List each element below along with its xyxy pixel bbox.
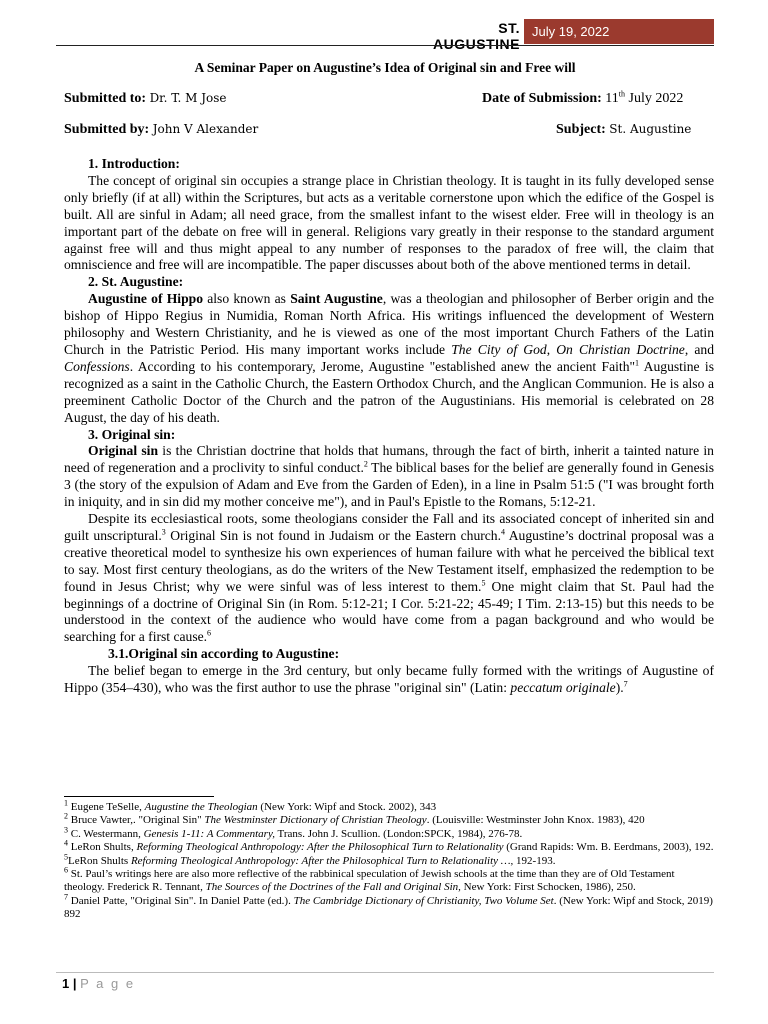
footer-rule — [56, 972, 714, 973]
paragraph-original-sin — [64, 443, 714, 511]
page-separator: | — [69, 976, 81, 991]
heading-st-augustine: 2. St. Augustine: — [88, 274, 184, 290]
footnote-ref: 4 — [501, 527, 505, 537]
text: , — [546, 341, 557, 357]
bold-original-sin: Original sin — [88, 443, 159, 459]
subject-value: St. Augustine — [609, 122, 692, 136]
footnote-number: 7 — [64, 892, 68, 902]
text: also known as — [203, 291, 291, 307]
footnote — [64, 811, 714, 827]
footnote-rule — [64, 796, 214, 797]
footnote-text: Trans. John J. Scullion. (London:SPCK, 1984), 276-78. — [274, 827, 523, 840]
footnote-text: C. Westermann, — [68, 827, 144, 840]
date-sup: th — [618, 89, 626, 99]
date-of-submission — [482, 91, 683, 107]
date-day: 11 — [605, 91, 619, 106]
paragraph-st-augustine — [64, 291, 714, 426]
footnote-title: The Sources of the Doctrines of the Fall and Original Sin, — [205, 881, 461, 894]
footnote — [64, 798, 714, 814]
subject-label: Subject: — [556, 122, 606, 137]
paper-title: A Seminar Paper on Augustine’s Idea of Original sin and Free will — [194, 60, 576, 75]
footnote-text: Daniel Patte, "Original Sin". In Daniel Patte (ed.). — [68, 894, 294, 907]
text: The biblical bases for the belief are generally found in Genesis 3 (the story of the expulsion of Adam and Eve from the Garden of Eden), in a line in Psalm 51:5 ("I was brought forth in iniquity, and in sin did my mother conceive me"), and in Paul's Epistle to the Romans, 5:12-21. — [64, 460, 714, 510]
footnote-ref: 7 — [623, 679, 628, 689]
header-rule — [56, 45, 714, 46]
italic-city-of-god: The City of God — [451, 341, 547, 357]
paragraph-introduction: The concept of original sin occupies a strange place in Christian theology. It is taught in its fully developed sense only briefly (if at all) within the Scriptures, but acts as a veritable cornerstone upon which the edifice of the Gospel is built. All are sinful in Adam; all need grace, from the smallest infant to the wisest elder. Free will in theology is an important part of the debate on free will in general. Religions vary greatly in their response to the standard argument against free will and thus might appeal to any number of responses to the paradox of free will, the claim that omniscience and free will are incompatible. The paper discusses about both of the above mentioned terms in detail. — [64, 172, 714, 273]
footnote — [64, 838, 714, 854]
heading-introduction: 1. Introduction: — [88, 156, 180, 171]
text: Augustine’s doctrinal proposal was a creative theoretical model to synthesize his own experiences of human failure with what he perceived the biblical text to say. Most first century theologians, as do the writers of the New Testament itself, emphasized the redemption to be found in Jesus Christ; why we were sinful was of less interest to them. — [64, 527, 714, 594]
footnote-number: 6 — [64, 865, 68, 875]
bold-saint-augustine: Saint Augustine — [290, 291, 383, 307]
submitted-to-label: Submitted to: — [64, 91, 147, 106]
footnote-title: Genesis 1-11: A Commentary, — [143, 827, 275, 840]
footnote-text: Eugene TeSelle, — [68, 801, 145, 813]
submitted-by-value: John V Alexander — [152, 122, 259, 136]
footnote-number: 1 — [64, 798, 68, 808]
footnote — [64, 851, 714, 868]
text: Augustine is recognized as a saint in the Catholic Church, the Eastern Orthodox Church, and the Anglican Communion. He is also a preeminent Catholic Doctor of the Church and the patron of the Augustinians. His memorial is celebrated on 28 August, the day of his death. — [64, 358, 714, 425]
page-number-value: 1 — [62, 976, 70, 991]
footnote — [64, 865, 714, 895]
footnote-text: . (New York: Wipf and Stock, 2019) 892 — [64, 894, 713, 921]
text: ). — [615, 680, 624, 696]
paragraph-original-sin-augustine — [64, 663, 714, 697]
footnote-title: Reforming Theological Anthropology: After the Philosophical Turn to Relationality — [136, 841, 504, 854]
document-body — [64, 156, 714, 697]
text: One might claim that St. Paul had the beginnings of a doctrine of Original Sin (in Rom. 5:12-21; I Cor. 5:21-22; 45-49; I Tim. 2:13-15) but this needs to be understood in the context of the audience who would have come from a pagan background and who would be searching for a first cause. — [64, 578, 714, 645]
footnote-text: New York: First Schocken, 1986), 250. — [460, 881, 636, 894]
footnote-text: LeRon Shults — [68, 854, 131, 867]
header-date-badge: July 19, 2022 — [524, 19, 714, 44]
footnote-number: 5 — [64, 851, 68, 861]
submitted-to-value: Dr. T. M Jose — [149, 91, 227, 105]
text: , was a theologian and philosopher of Berber origin and the bishop of Hippo Regius in Numidia, Roman North Africa. His writings influenced the development of Western philosophy and Western Christianity, and he is viewed as one of the most important Church Fathers of the Latin Church in the Patristic Period. His many important works include — [64, 291, 715, 357]
footnote-ref: 1 — [635, 358, 640, 368]
subject — [556, 122, 691, 138]
footnote-text: 192-193. — [513, 854, 556, 867]
paragraph-ecclesiastical-roots — [64, 511, 714, 646]
footnote-ref: 3 — [161, 527, 166, 537]
submitted-by-label: Submitted by: — [64, 122, 150, 137]
footnote-text: . (Louisville: Westminster John Knox. 1983), 420 — [426, 814, 645, 827]
footnote-text: St. Paul’s writings here are also more reflective of the rabbinical speculation of Jewish schools at the time than they are of Old Testament theology. Frederick R. Tennant, — [64, 868, 675, 894]
page-label: P a g e — [80, 976, 136, 991]
submitted-by — [64, 122, 258, 138]
date-rest: July 2022 — [628, 91, 684, 106]
footnote-text: Bruce Vawter,. "Original Sin" — [68, 814, 205, 827]
footnote-text: (Grand Rapids: Wm. B. Eerdmans, 2003), 192. — [503, 841, 714, 854]
footnote-text: (New York: Wipf and Stock. 2002), 343 — [257, 801, 437, 813]
footnote-ref: 6 — [207, 628, 212, 638]
running-header-title: ST. AUGUSTINE — [433, 20, 520, 52]
heading-original-sin-augustine: 3.1.Original sin according to Augustine: — [108, 646, 340, 662]
date-label: Date of Submission: — [482, 91, 602, 106]
footnote-title: The Cambridge Dictionary of Christianity, Two Volume Set — [293, 894, 554, 907]
footnotes — [64, 798, 714, 922]
italic-peccatum-originale: peccatum originale — [510, 680, 616, 696]
footnote-title: Reforming Theological Anthropology: After the Philosophical Turn to Relationality …, — [130, 854, 514, 867]
footnote-ref: 2 — [363, 459, 368, 469]
footnote-text: LeRon Shults, — [68, 841, 137, 854]
text: . According to his contemporary, Jerome, Augustine "established anew the ancient Faith" — [129, 358, 636, 374]
footnote-title: The Westminster Dictionary of Christian Theology — [204, 814, 427, 827]
footnote-number: 2 — [64, 811, 68, 821]
footnote — [64, 892, 714, 922]
footnote-ref: 5 — [481, 578, 486, 588]
text: , and — [684, 341, 714, 357]
footnote-title: Augustine the Theologian — [144, 801, 258, 813]
text: is the Christian doctrine that holds that humans, through the fact of birth, inherit a tainted nature in need of regeneration and a proclivity to sinful conduct. — [64, 443, 714, 476]
italic-christian-doctrine: On Christian Doctrine — [556, 341, 685, 357]
submitted-to — [64, 91, 227, 107]
text: Despite its ecclesiastical roots, some theologians consider the Fall and its associated concept of inherited sin and guilt unscriptural. — [64, 511, 714, 543]
text: The belief began to emerge in the 3rd century, but only became fully formed with the writings of Augustine of Hippo (354–430), who was the first author to use the phrase "original sin" (Latin: — [64, 663, 714, 696]
page-number — [62, 976, 135, 991]
footnote-number: 3 — [64, 825, 68, 835]
footnote — [64, 825, 714, 841]
heading-original-sin: 3. Original sin: — [88, 426, 176, 442]
bold-augustine-of-hippo: Augustine of Hippo — [88, 291, 203, 307]
italic-confessions: Confessions — [64, 358, 130, 374]
footnote-number: 4 — [64, 838, 68, 848]
text: Original Sin is not found in Judaism or the Eastern church. — [165, 527, 501, 543]
